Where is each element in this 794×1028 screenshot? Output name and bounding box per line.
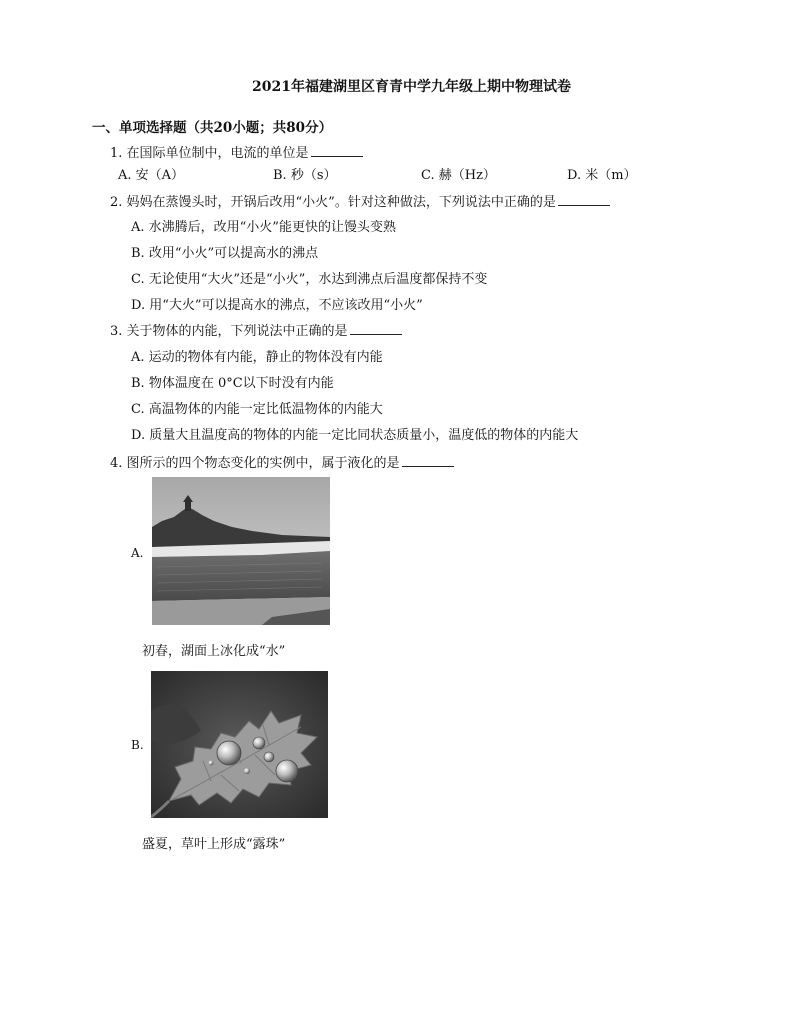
q3-option-b: B. 物体温度在 0°C以下时没有内能 <box>131 376 334 391</box>
q4-option-a-label: A. <box>131 546 144 560</box>
question-stem-text: 2. 妈妈在蒸馒头时，开锅后改用“小火”。针对这种做法，下列说法中正确的是 <box>110 195 556 210</box>
q2-option-c: C. 无论使用“大火”还是“小火”，水达到沸点后温度都保持不变 <box>131 272 488 287</box>
q3-option-c: C. 高温物体的内能一定比低温物体的内能大 <box>131 402 383 417</box>
page-title: 2021年福建湖里区育青中学九年级上期中物理试卷 <box>252 79 571 95</box>
q1-option-d: D. 米（m） <box>567 168 637 183</box>
leaf-dew-photo-icon <box>151 671 328 818</box>
answer-blank <box>402 454 454 467</box>
q2-option-a: A. 水沸腾后，改用“小火”能更快的让馒头变熟 <box>131 220 396 235</box>
answer-blank <box>311 144 363 157</box>
q3-option-d: D. 质量大且温度高的物体的内能一定比同状态质量小，温度低的物体的内能大 <box>131 428 579 443</box>
q1-option-a: A. 安（A） <box>118 168 185 183</box>
q4-option-b-caption: 盛夏，草叶上形成“露珠” <box>142 837 286 852</box>
answer-blank <box>350 322 402 335</box>
section-heading: 一、单项选择题（共20小题；共80分） <box>92 120 333 136</box>
q1-option-b: B. 秒（s） <box>273 168 337 183</box>
question-4-stem <box>110 452 454 471</box>
question-stem-text: 1. 在国际单位制中，电流的单位是 <box>110 146 309 161</box>
question-stem-text: 4. 图所示的四个物态变化的实例中，属于液化的是 <box>110 456 400 471</box>
q3-option-a: A. 运动的物体有内能，静止的物体没有内能 <box>131 350 383 365</box>
answer-blank <box>558 193 610 206</box>
lake-photo <box>152 477 330 625</box>
question-1-stem <box>110 142 363 161</box>
q2-option-b: B. 改用“小火”可以提高水的沸点 <box>131 246 319 261</box>
leaf-dew-photo <box>151 671 328 818</box>
lake-photo-icon <box>152 477 330 625</box>
question-stem-text: 3. 关于物体的内能，下列说法中正确的是 <box>110 324 348 339</box>
q4-option-a-caption: 初春，湖面上冰化成“水” <box>142 644 286 659</box>
q1-option-c: C. 赫（Hz） <box>421 168 496 183</box>
question-2-stem <box>110 191 610 210</box>
q2-option-d: D. 用“大火”可以提高水的沸点，不应该改用“小火” <box>131 298 423 313</box>
question-3-stem <box>110 320 402 339</box>
q4-option-b-label: B. <box>131 738 144 752</box>
